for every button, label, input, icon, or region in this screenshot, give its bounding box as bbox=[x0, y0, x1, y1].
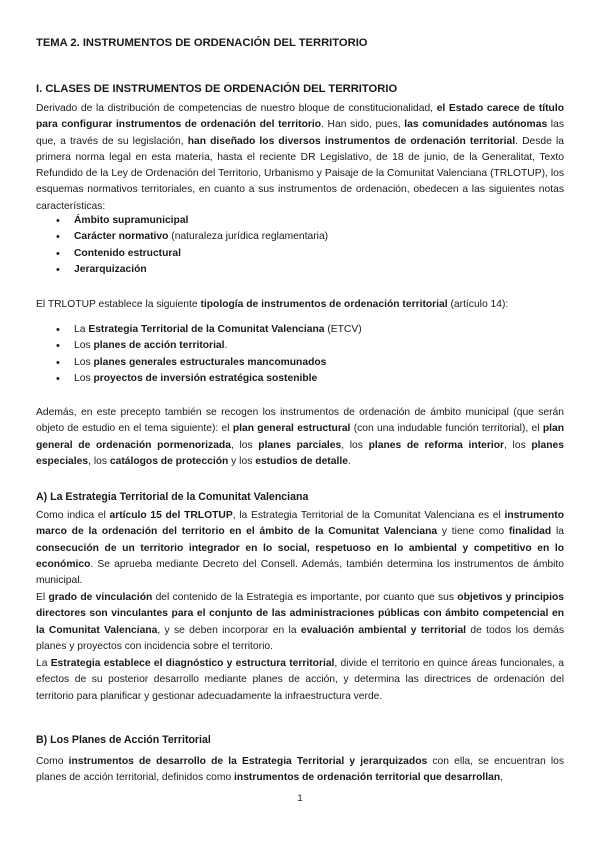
list-item-bold-text: planes generales estructurales mancomunados bbox=[93, 356, 327, 368]
paragraph-bold-text: instrumento marco de la ordenación del territorio en el ámbito de la Comunitat Valenciana bbox=[36, 510, 564, 538]
list-item-text: La bbox=[74, 324, 89, 335]
list-item bbox=[56, 246, 556, 262]
list-item bbox=[56, 229, 556, 245]
list-item-bold-text: Ámbito supramunicipal bbox=[74, 215, 189, 226]
list-item-text: Los bbox=[74, 356, 94, 368]
list-item-text: (ETCV) bbox=[324, 324, 362, 335]
paragraph-text: . Desde la primera norma legal en esta materia, hasta el reciente DR Legislativo, de 18 de junio, de la Generalitat, Texto Refundido de la Ley de Ordenación del Territorio, Urbanismo y Paisaje de la Comunitat Valenciana (TRLOTUP), los esquemas normativos territoriales, en cuanto a sus instrumentos de ordenación, obedecen a las siguientes notas características: bbox=[36, 135, 564, 212]
paragraph-text: , y se deben incorporar en la bbox=[157, 624, 301, 636]
paragraph-text: El TRLOTUP establece la siguiente bbox=[36, 299, 201, 310]
paragraph-bold-text: Estrategia establece el diagnóstico y estructura territorial bbox=[50, 658, 335, 669]
list-item-bold-text: Contenido estructural bbox=[74, 247, 181, 259]
paragraph-bold-text: planes especiales bbox=[36, 439, 565, 467]
characteristics-list bbox=[56, 213, 556, 278]
list-item bbox=[56, 355, 556, 371]
paragraph-bold-text: evaluación ambiental y territorial bbox=[300, 624, 467, 636]
paragraph-text: El bbox=[36, 592, 49, 603]
section-heading-pat: B) Los Planes de Acción Territorial bbox=[36, 734, 211, 746]
list-item-bold-text: proyectos de inversión estratégica sostenible bbox=[93, 372, 318, 384]
list-item-text: Los bbox=[74, 340, 94, 352]
paragraph-municipal-instruments bbox=[36, 405, 564, 470]
paragraph-bold-text: las comunidades autónomas bbox=[404, 119, 548, 131]
paragraph-bold-text: han diseñado los diversos instrumentos de ordenación territorial bbox=[187, 135, 516, 147]
paragraph-text: . bbox=[347, 455, 351, 467]
list-item bbox=[56, 213, 556, 229]
paragraph-text: (con una indudable función territorial), el bbox=[350, 423, 543, 435]
paragraph-text: , la Estrategia Territorial de la Comunitat Valenciana es el bbox=[232, 510, 505, 521]
list-item bbox=[56, 338, 556, 354]
paragraph-text: , los bbox=[504, 439, 532, 451]
page-number: 1 bbox=[297, 793, 303, 804]
paragraph-bold-text: grado de vinculación bbox=[48, 592, 153, 603]
paragraph-text: . Han sido, pues, bbox=[321, 119, 405, 131]
paragraph-text: La bbox=[36, 658, 51, 669]
list-item-text: . bbox=[224, 340, 228, 352]
paragraph-text: y tiene como bbox=[437, 526, 509, 538]
list-item-bold-text: Jerarquización bbox=[74, 263, 147, 275]
section-heading-classes: I. CLASES DE INSTRUMENTOS DE ORDENACIÓN DEL TERRITORIO bbox=[36, 83, 398, 95]
list-item-bold-text: planes de acción territorial bbox=[93, 340, 225, 352]
paragraph-bold-text: consecución de un territorio integrador en lo social, respetuoso en lo ambiental y competitivo en lo económico bbox=[36, 542, 564, 570]
list-item bbox=[56, 371, 556, 387]
paragraph-bold-text: el Estado carece de título para configurar instrumentos de ordenación del territorio bbox=[36, 103, 564, 131]
paragraph-pat-definition bbox=[36, 754, 564, 787]
paragraph-text: , bbox=[500, 772, 503, 784]
paragraph-text: Como indica el bbox=[36, 510, 110, 521]
list-item-text: (naturaleza jurídica reglamentaria) bbox=[168, 231, 329, 243]
paragraph-bold-text: finalidad bbox=[508, 526, 552, 538]
paragraph-text: , los bbox=[341, 439, 369, 451]
list-item-bold-text: Carácter normativo bbox=[74, 231, 169, 243]
paragraph-bold-text: estudios de detalle bbox=[255, 455, 348, 467]
paragraph-bold-text: planes parciales bbox=[258, 439, 342, 451]
paragraph-text: , los bbox=[230, 439, 259, 451]
list-item-bold-text: Estrategia Territorial de la Comunitat Valenciana bbox=[88, 324, 325, 335]
instrument-types-list bbox=[56, 322, 556, 387]
paragraph-text: con ella, se encuentran los planes de acción territorial, definidos como bbox=[36, 756, 565, 784]
paragraph-bold-text: plan general de ordenación pormenorizada bbox=[36, 423, 564, 451]
paragraph-intro bbox=[36, 101, 564, 215]
paragraph-typology bbox=[36, 297, 564, 313]
paragraph-etcv-definition bbox=[36, 508, 564, 589]
paragraph-text: , divide el territorio en quince áreas funcionales, a efectos de su posterior desarrollo mediante planes de acción, y determina las directrices de ordenación del territorio para planificar y gestionar adecuadamente la infraestructura verde. bbox=[36, 658, 564, 702]
paragraph-bold-text: catálogos de protección bbox=[109, 455, 229, 467]
paragraph-text: las que, a través de su legislación, bbox=[36, 119, 564, 147]
paragraph-bold-text: planes de reforma interior bbox=[368, 439, 505, 451]
paragraph-text: . Se aprueba mediante Decreto del Consell. Además, también determina los instrumentos de ámbito municipal. bbox=[36, 558, 564, 587]
list-item bbox=[56, 262, 556, 278]
section-heading-etcv: A) La Estrategia Territorial de la Comunitat Valenciana bbox=[36, 491, 309, 503]
paragraph-text: y los bbox=[228, 455, 256, 467]
paragraph-text: (artículo 14): bbox=[447, 299, 509, 310]
paragraph-text: de todos los demás planes y proyectos con incidencia sobre el territorio. bbox=[36, 624, 565, 652]
paragraph-text: Como bbox=[36, 756, 69, 767]
paragraph-text: del contenido de la Estrategia es importante, por cuanto que sus bbox=[152, 592, 458, 603]
paragraph-bold-text: objetivos y principios directores son vinculantes para el conjunto de las administraciones públicas con ámbito competencial en la Comunitat Valenciana bbox=[36, 592, 564, 636]
paragraph-text: la bbox=[551, 526, 564, 538]
document-title: TEMA 2. INSTRUMENTOS DE ORDENACIÓN DEL TERRITORIO bbox=[36, 37, 368, 49]
list-item bbox=[56, 322, 556, 338]
paragraph-etcv-binding bbox=[36, 590, 564, 655]
list-item-text: Los bbox=[74, 372, 94, 384]
paragraph-bold-text: tipología de instrumentos de ordenación territorial bbox=[200, 299, 448, 310]
paragraph-bold-text: instrumentos de desarrollo de la Estrategia Territorial y jerarquizados bbox=[68, 756, 428, 767]
paragraph-bold-text: instrumentos de ordenación territorial que desarrollan bbox=[234, 772, 501, 784]
paragraph-text: , los bbox=[88, 455, 110, 467]
paragraph-text: Derivado de la distribución de competencias de nuestro bloque de constitucionalidad, bbox=[36, 103, 437, 114]
paragraph-bold-text: artículo 15 del TRLOTUP bbox=[109, 510, 233, 521]
paragraph-bold-text: plan general estructural bbox=[232, 423, 351, 435]
paragraph-etcv-content bbox=[36, 656, 564, 705]
paragraph-text: Además, en este precepto también se recogen los instrumentos de ordenación de ámbito municipal (que serán objeto de estudio en el tema siguiente): el bbox=[36, 407, 564, 435]
